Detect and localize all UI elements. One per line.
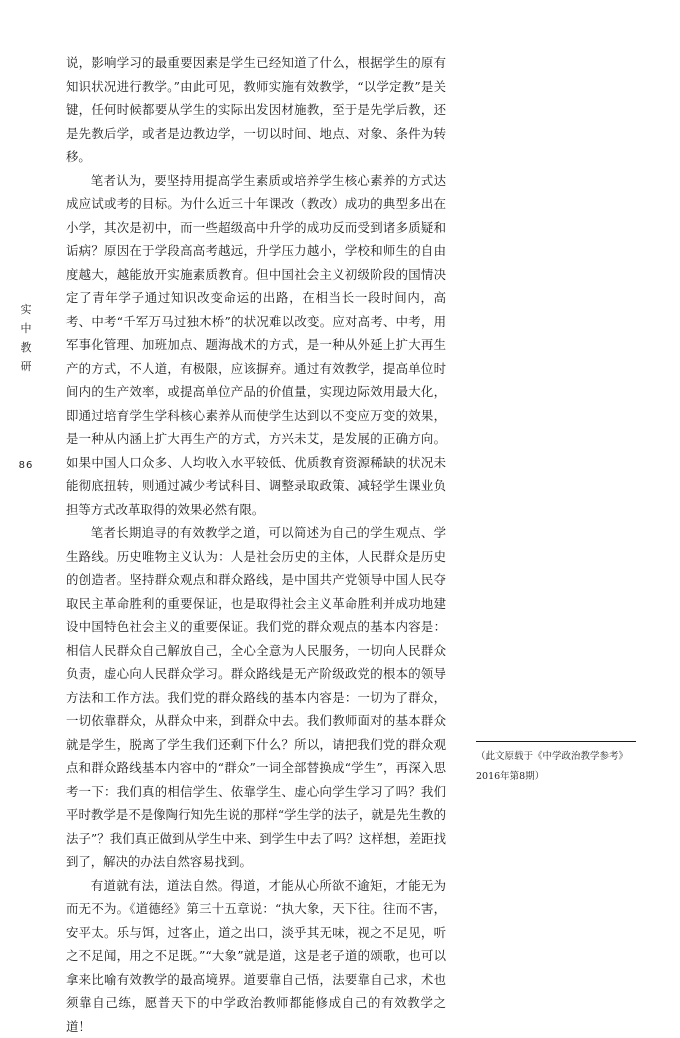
paragraph: 笔者长期追寻的有效教学之道，可以简述为自己的学生观点、学生路线。历史唯物主义认为：人是社会历史的主体，人民群众是历史的创造者。坚持群众观点和群众路线，是中国共产党领导中国人民夺取民主革命胜利的重要保证，也是取得社会主义革命胜利并成功地建设中国特色社会主义的重要保证。我们党的群众观点的基本内容是：相信人民群众自己解放自己，全心全意为人民服务，一切向人民群众负责，虚心向人民群众学习。群众路线是无产阶级政党的根本的领导方法和工作方法。我们党的群众路线的基本内容是：一切为了群众，一切依靠群众，从群众中来，到群众中去。我们教师面对的基本群众就是学生，脱离了学生我们还剩下什么？所以，请把我们党的群众观点和群众路线基本内容中的“群众”一词全部替换成“学生”，再深入思考一下：我们真的相信学生、依靠学生、虚心向学生学习了吗？我们平时教学是不是像陶行知先生说的那样“学生学的法子，就是先生教的法子”？我们真正做到从学生中来、到学生中去了吗？这样想，差距找到了，解决的办法自然容易找到。 [66, 521, 446, 874]
article-body [66, 51, 446, 1038]
paragraph: 有道就有法，道法自然。得道，才能从心所欲不逾矩，才能无为而无不为。《道德经》第三十五章说：“执大象，天下往。往而不害，安平太。乐与饵，过客止，道之出口，淡乎其无味，视之不足见，听之不足闻，用之不足既。”“大象”就是道，这是老子道的颂歌，也可以拿来比喻有效教学的最高境界。道要靠自己悟，法要靠自己求，术也须靠自己练，愿普天下的中学政治教师都能修成自己的有效教学之道！ [66, 874, 446, 1038]
page-number: 86 [16, 460, 36, 471]
sidebar [16, 300, 36, 471]
journal-char: 中 [16, 319, 36, 338]
journal-char: 研 [16, 357, 36, 376]
footnote-rule [476, 741, 636, 742]
journal-char: 教 [16, 338, 36, 357]
footnote-text: （此文原载于《中学政治教学参考》2016年第8期） [476, 747, 636, 787]
paragraph: 笔者认为，要坚持用提高学生素质或培养学生核心素养的方式达成应试或考的目标。为什么近三十年课改（教改）成功的典型多出在小学，其次是初中，而一些超级高中升学的成功反而受到诸多质疑和诟病？原因在于学段高高考越远，升学压力越小，学校和师生的自由度越大，越能放开实施素质教育。但中国社会主义初级阶段的国情决定了青年学子通过知识改变命运的出路，在相当长一段时间内，高考、中考“千军万马过独木桥”的状况难以改变。应对高考、中考，用军事化管理、加班加点、题海战术的方式，是一种从外延上扩大再生产的方式，不人道，有极限，应该摒弃。通过有效教学，提高单位时间内的生产效率，或提高单位产品的价值量，实现边际效用最大化，即通过培育学生学科核心素养从而使学生达到以不变应万变的效果，是一种从内涵上扩大再生产的方式，方兴未艾，是发展的正确方向。如果中国人口众多、人均收入水平较低、优质教育资源稀缺的状况未能彻底扭转，则通过减少考试科目、调整录取政策、减轻学生课业负担等方式改革取得的效果必然有限。 [66, 169, 446, 522]
journal-char: 实 [16, 300, 36, 319]
paragraph: 说，影响学习的最重要因素是学生已经知道了什么，根据学生的原有知识状况进行教学。”由此可见，教师实施有效教学，“以学定教”是关键，任何时候都要从学生的实际出发因材施教，至于是先学后教，还是先教后学，或者是边教边学，一切以时间、地点、对象、条件为转移。 [66, 51, 446, 169]
journal-name [16, 300, 36, 376]
source-footnote [476, 741, 636, 787]
